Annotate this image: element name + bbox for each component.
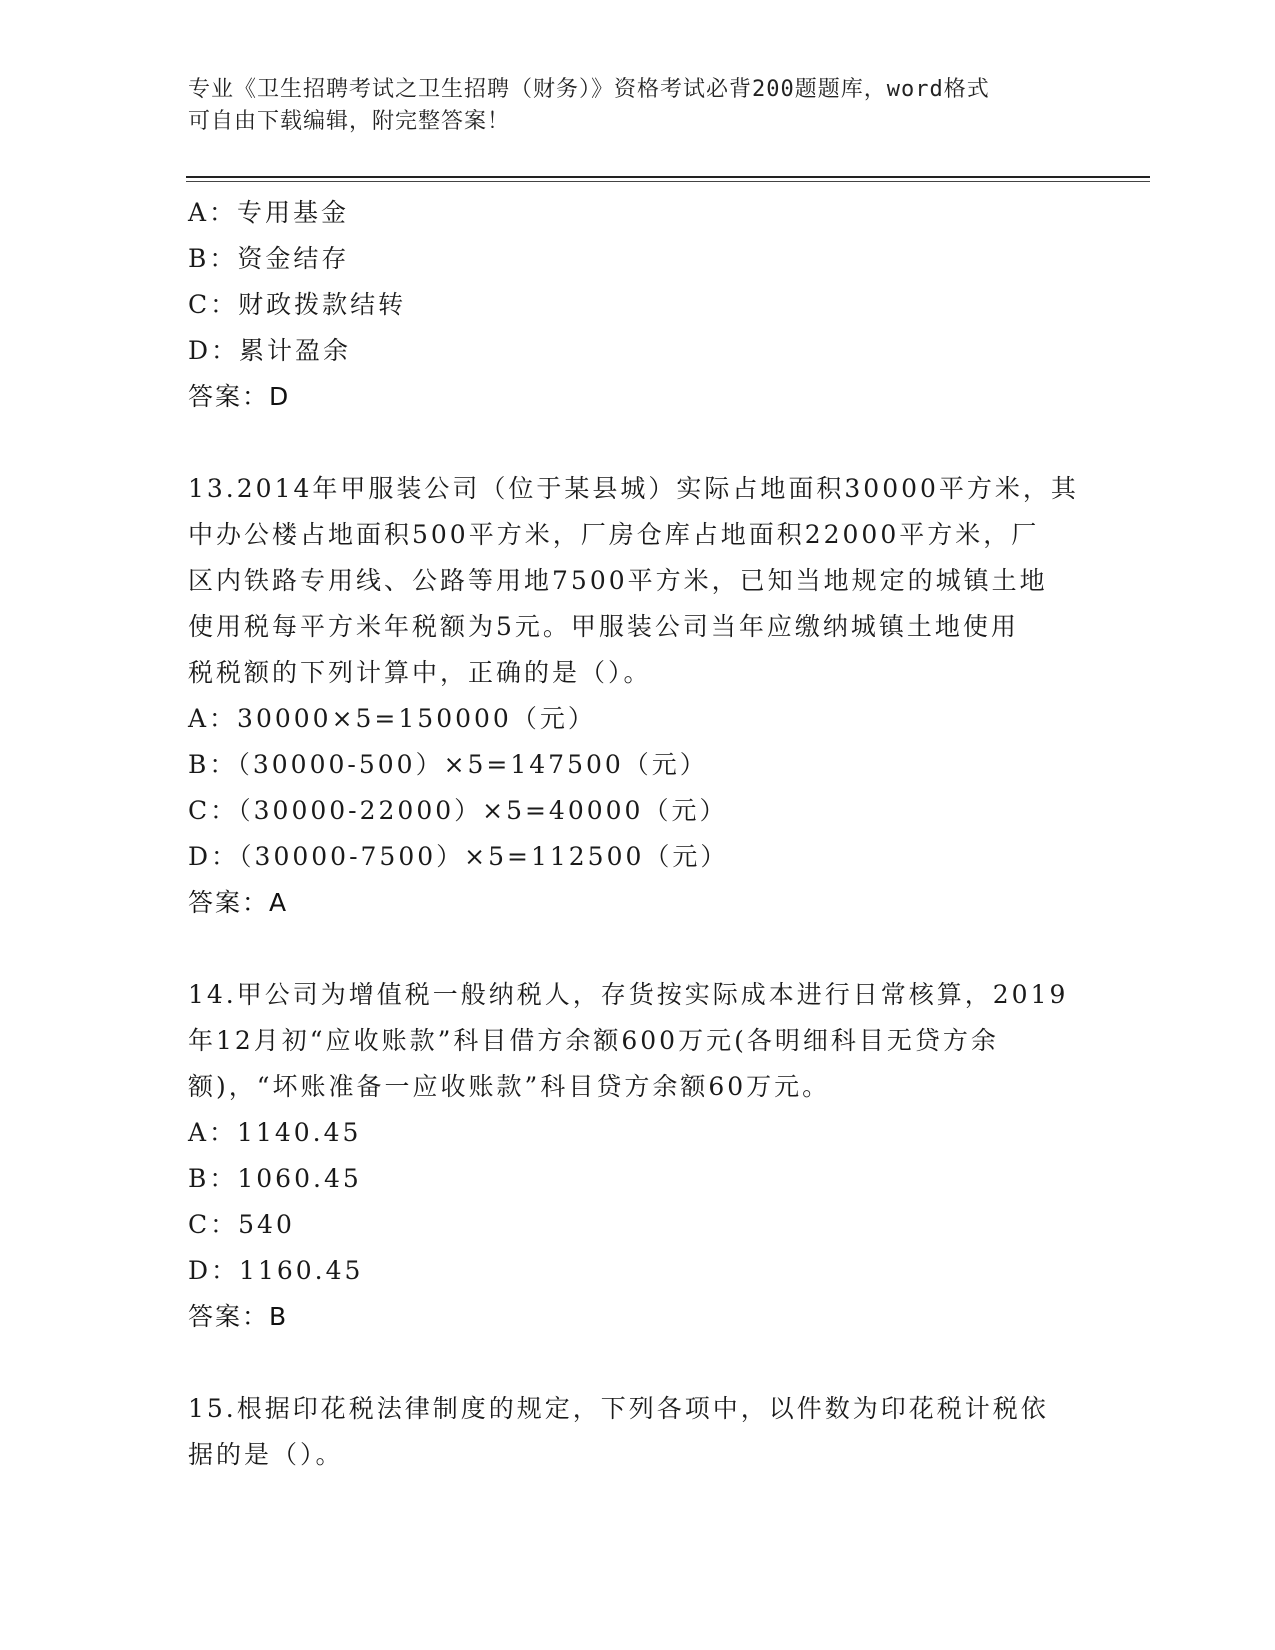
question-line: 税税额的下列计算中，正确的是（）。 (188, 658, 652, 687)
option-d: D：1160.45 (188, 1256, 364, 1285)
question-text (188, 466, 1088, 696)
question-12 (188, 190, 1088, 420)
option-b: B：1060.45 (188, 1164, 362, 1193)
question-text (188, 1386, 1088, 1478)
option-c: C：（30000-22000）×5=40000（元） (188, 796, 728, 825)
option-a: A：30000×5=150000（元） (188, 704, 596, 733)
answer: 答案：A (188, 888, 289, 917)
header-divider-thick (186, 176, 1150, 178)
header-divider-thin (186, 181, 1150, 182)
header-line-1: 专业《卫生招聘考试之卫生招聘（财务）》资格考试必背200题题库，word格式 (188, 77, 990, 102)
question-line: 额)，“坏账准备一应收账款”科目贷方余额60万元。 (188, 1072, 831, 1101)
spacer (188, 926, 1088, 972)
option-d: D：累计盈余 (188, 336, 352, 365)
option-d: D：（30000-7500）×5=112500（元） (188, 842, 729, 871)
question-line: 14.甲公司为增值税一般纳税人，存货按实际成本进行日常核算，2019 (188, 980, 1069, 1009)
question-line: 中办公楼占地面积500平方米，厂房仓库占地面积22000平方米，厂 (188, 520, 1040, 549)
answer: 答案：D (188, 382, 291, 411)
question-line: 年12月初“应收账款”科目借方余额600万元(各明细科目无贷方余 (188, 1026, 999, 1055)
question-line: 据的是（）。 (188, 1440, 344, 1469)
question-15 (188, 1386, 1088, 1478)
option-a: A：1140.45 (188, 1118, 362, 1147)
document-header (188, 74, 1088, 138)
header-line-2: 可自由下载编辑，附完整答案！ (188, 109, 511, 134)
spacer (188, 1340, 1088, 1386)
option-c: C：540 (188, 1210, 295, 1239)
option-b: B：资金结存 (188, 244, 350, 273)
question-line: 15.根据印花税法律制度的规定，下列各项中，以件数为印花税计税依 (188, 1394, 1049, 1423)
question-line: 使用税每平方米年税额为5元。甲服装公司当年应缴纳城镇土地使用 (188, 612, 1019, 641)
question-14 (188, 972, 1088, 1340)
question-text (188, 972, 1088, 1110)
option-b: B：（30000-500）×5=147500（元） (188, 750, 708, 779)
question-line: 13.2014年甲服装公司（位于某县城）实际占地面积30000平方米，其 (188, 474, 1079, 503)
spacer (188, 420, 1088, 466)
option-a: A：专用基金 (188, 198, 350, 227)
question-13 (188, 466, 1088, 926)
answer: 答案：B (188, 1302, 289, 1331)
question-line: 区内铁路专用线、公路等用地7500平方米，已知当地规定的城镇土地 (188, 566, 1048, 595)
option-c: C：财政拨款结转 (188, 290, 407, 319)
question-list (188, 190, 1088, 1478)
